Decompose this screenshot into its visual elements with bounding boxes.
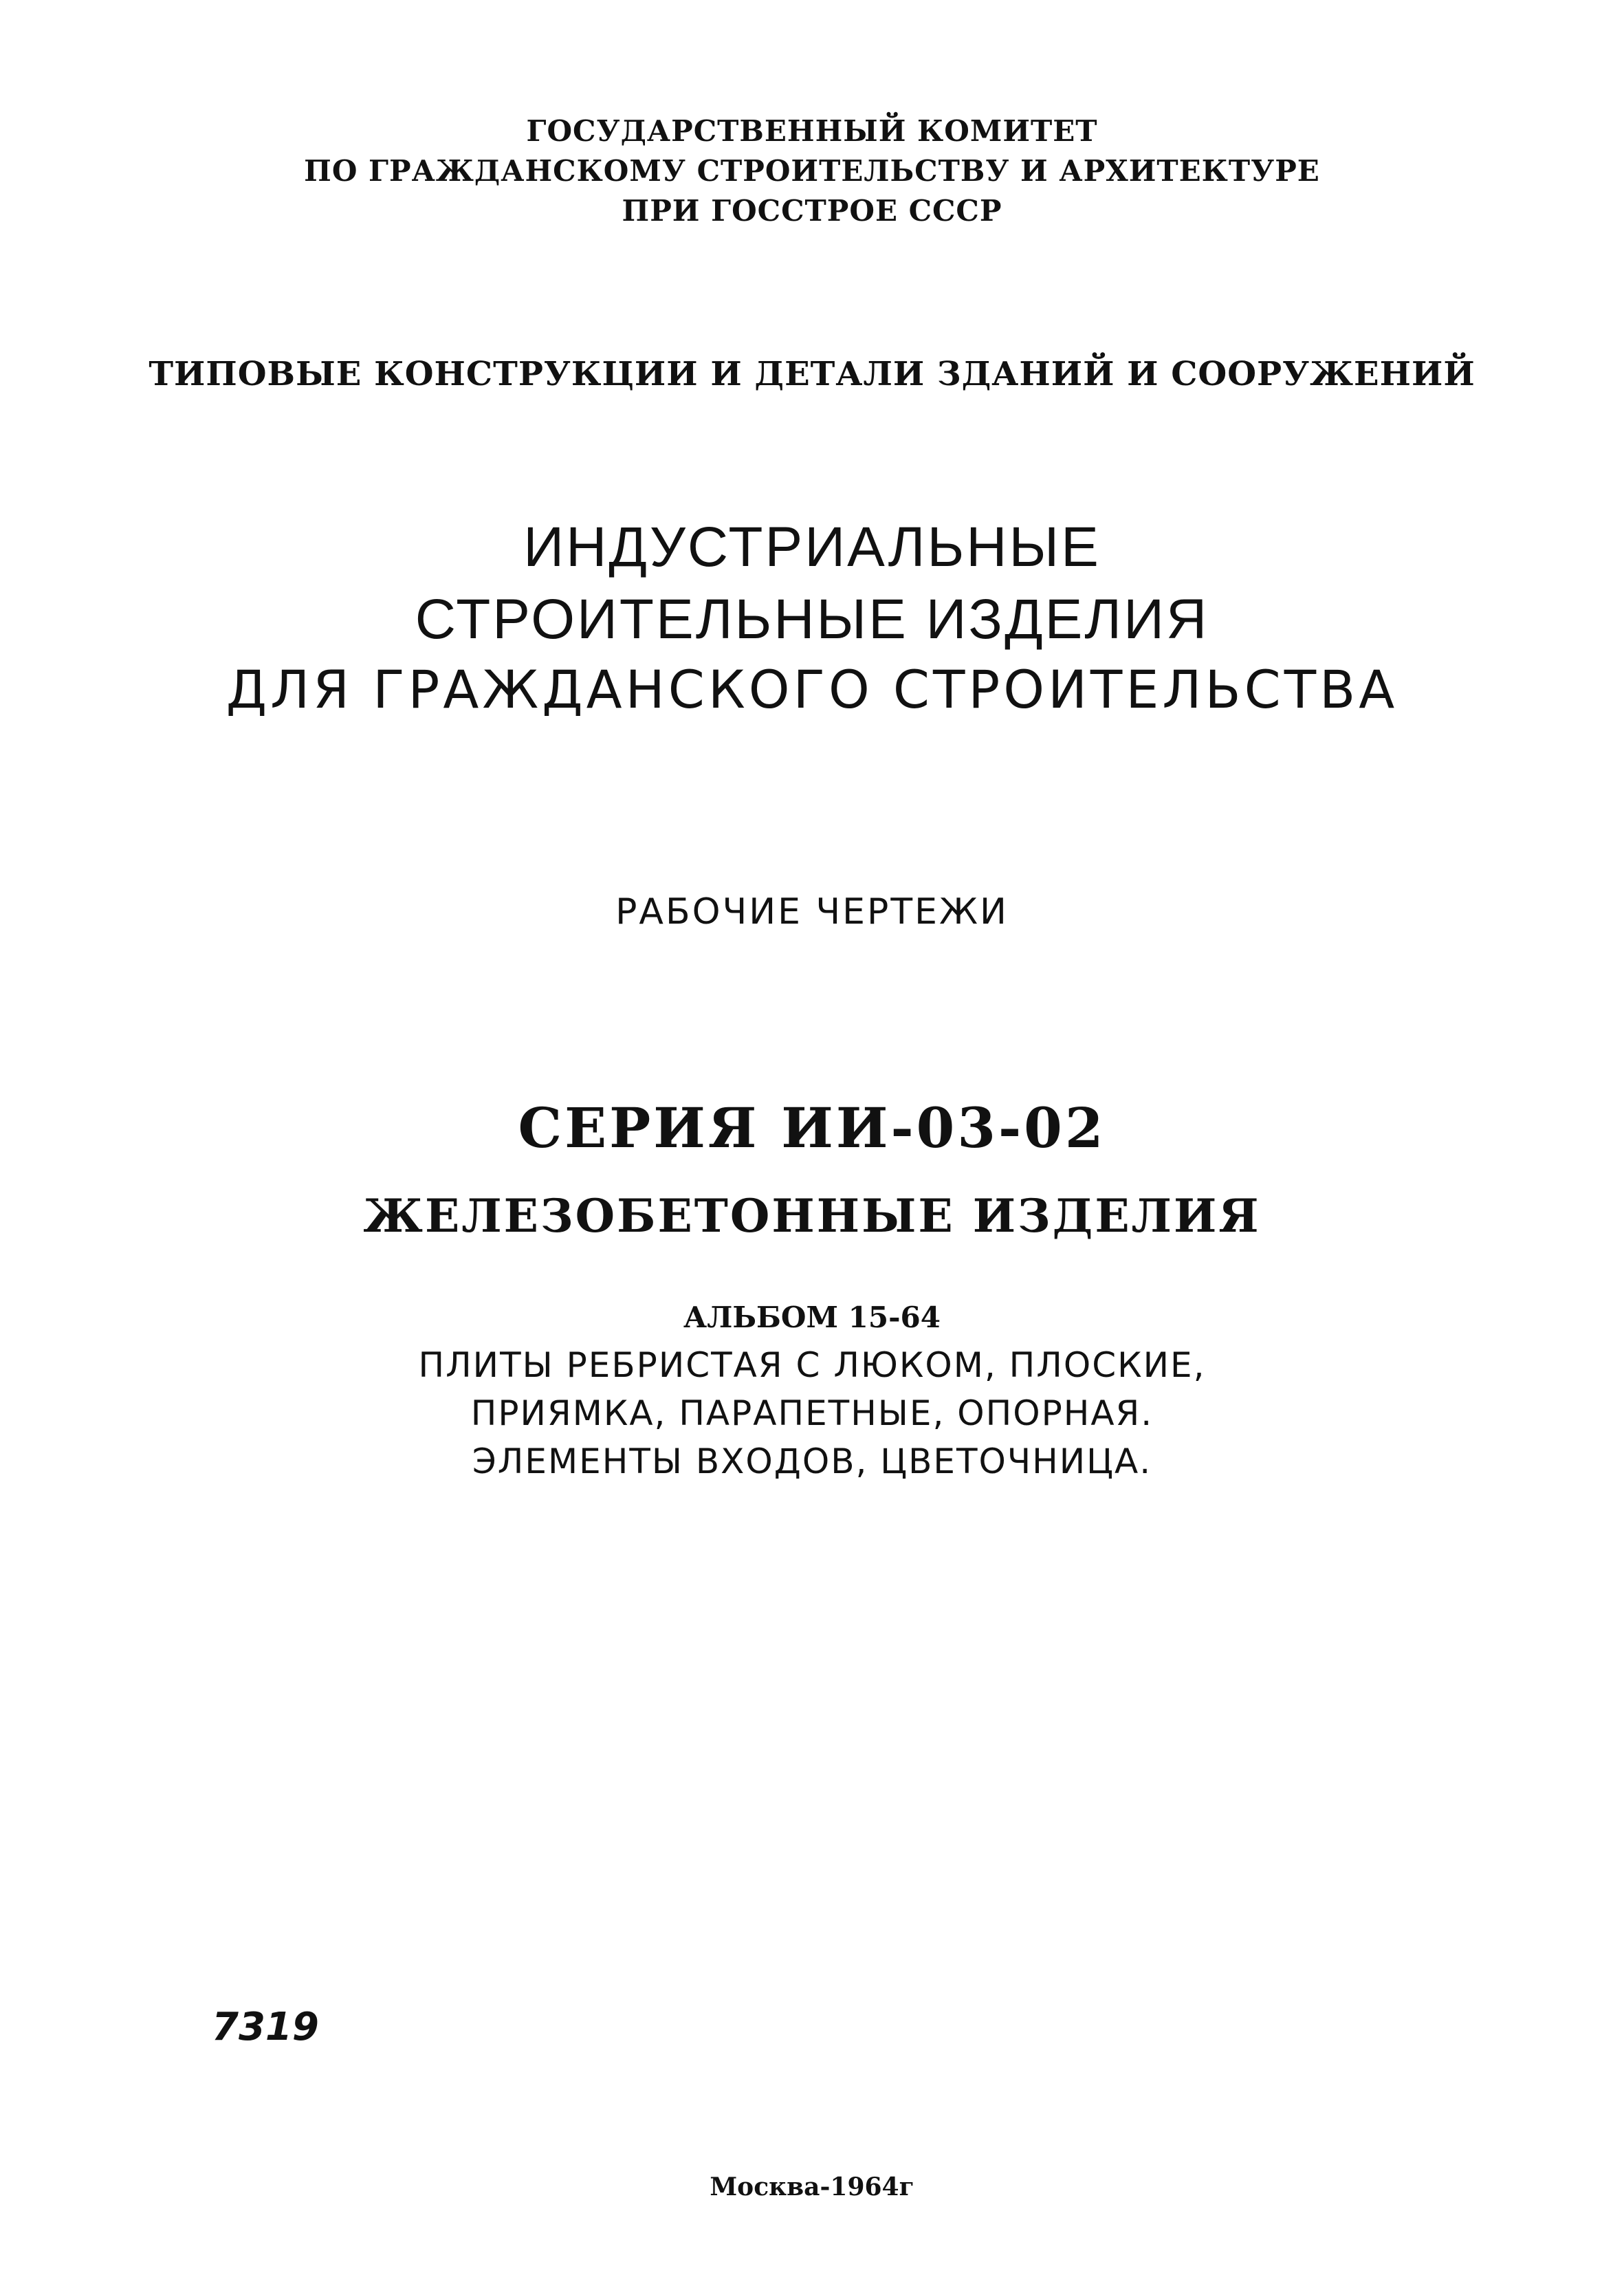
- committee-name-line-2: ПО ГРАЖДАНСКОМУ СТРОИТЕЛЬСТВУ И АРХИТЕКТУРЕ: [304, 154, 1320, 188]
- typical-structures-heading: ТИПОВЫЕ КОНСТРУКЦИИ И ДЕТАЛИ ЗДАНИЙ И СООРУЖЕНИЙ: [149, 355, 1475, 393]
- album-number: АЛЬБОМ 15-64: [683, 1300, 941, 1334]
- place-and-year: Москва-1964г: [710, 2173, 914, 2201]
- album-description-line-2: ПРИЯМКА, ПАРАПЕТНЫЕ, ОПОРНАЯ.: [470, 1393, 1154, 1433]
- album-description-line-3: ЭЛЕМЕНТЫ ВХОДОВ, ЦВЕТОЧНИЦА.: [472, 1441, 1152, 1481]
- main-title-line-2: СТРОИТЕЛЬНЫЕ ИЗДЕЛИЯ: [415, 588, 1209, 651]
- series-title: СЕРИЯ ИИ-03-02: [518, 1096, 1106, 1160]
- main-title-line-1: ИНДУСТРИАЛЬНЫЕ: [523, 516, 1101, 578]
- committee-name-line-1: ГОСУДАРСТВЕННЫЙ КОМИТЕТ: [526, 114, 1098, 148]
- album-description-line-1: ПЛИТЫ РЕБРИСТАЯ С ЛЮКОМ, ПЛОСКИЕ,: [418, 1345, 1206, 1385]
- series-subtitle: ЖЕЛЕЗОБЕТОННЫЕ ИЗДЕЛИЯ: [363, 1189, 1261, 1243]
- archive-number: 7319: [212, 2005, 319, 2049]
- committee-name-line-3: ПРИ ГОССТРОЕ СССР: [622, 194, 1002, 228]
- working-drawings-label: РАБОЧИЕ ЧЕРТЕЖИ: [615, 891, 1009, 933]
- main-title-line-3: ДЛЯ ГРАЖДАНСКОГО СТРОИТЕЛЬСТВА: [226, 659, 1398, 720]
